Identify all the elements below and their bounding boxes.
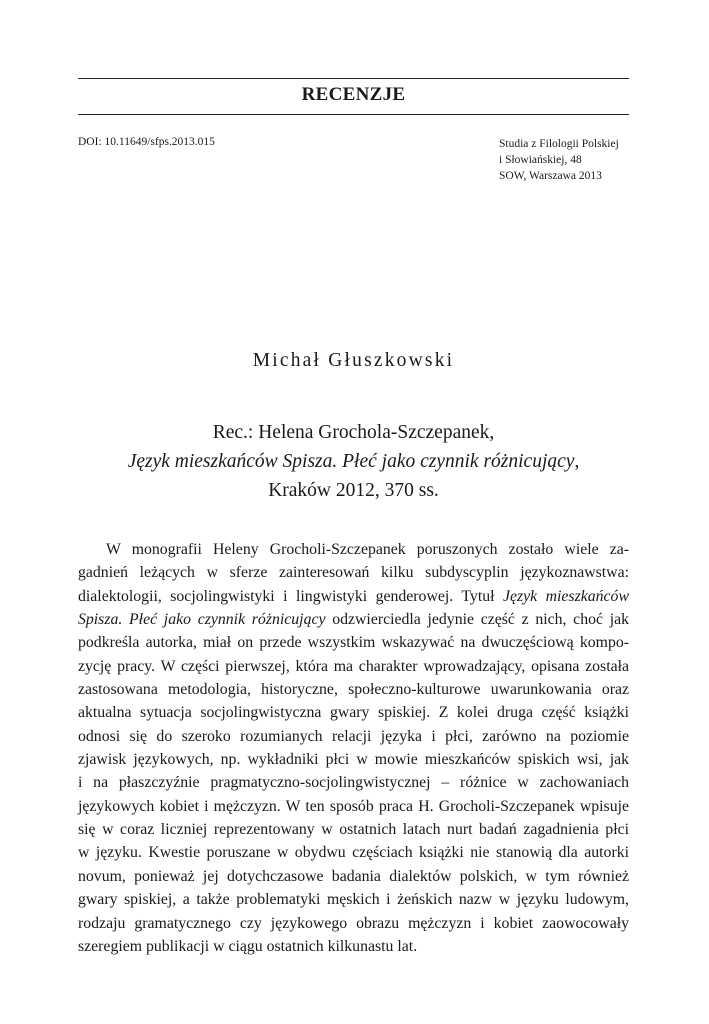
text-segment: językowych kobiet i mężczyzn. W ten sposób praca H. Grocholi-Szczepanek wpisuje bbox=[78, 797, 629, 815]
italic-text: Język mieszkańców bbox=[502, 587, 629, 605]
text-segment: zycję pracy. W części pierwszej, która ma charakter wprowadzający, opisana została bbox=[78, 657, 629, 675]
text-line bbox=[78, 818, 629, 841]
text-line bbox=[78, 771, 629, 794]
text-segment: novum, ponieważ jej dotychczasowe badania dialektów polskich, w tym również bbox=[78, 867, 629, 885]
text-segment: W monografii Heleny Grocholi-Szczepanek poruszonych zostało wiele za- bbox=[106, 541, 629, 558]
text-line bbox=[78, 888, 629, 911]
review-line: Kraków 2012, 370 ss. bbox=[268, 480, 439, 501]
text-segment: zastosowana metodologia, historyczne, społeczno-kulturowe uwarunkowania oraz bbox=[78, 681, 629, 699]
text-segment: odnosi się do szeroko rozumianych relacji języka i płci, zarówno na poziomie bbox=[78, 727, 629, 745]
text-segment: się w coraz liczniej reprezentowany w ostatnich latach nurt badań zagadnienia płci bbox=[78, 821, 629, 839]
text-line bbox=[78, 678, 629, 701]
italic-text: Spisza. Płeć jako czynnik różnicujący bbox=[78, 611, 326, 629]
journal-info bbox=[499, 136, 619, 184]
text-segment: szeregiem publikacji w ciągu ostatnich kilkunastu lat. bbox=[78, 937, 418, 955]
text-line bbox=[78, 725, 629, 748]
review-heading bbox=[78, 418, 629, 505]
text-line bbox=[78, 912, 629, 935]
text-segment: gadnień leżących w sferze zainteresowań kilku subdyscyplin językoznawstwa: bbox=[78, 564, 629, 582]
text-segment: podkreśla autorka, miał on przede wszystkim wskazywać na dwuczęściową kompo- bbox=[78, 634, 629, 652]
text-segment: gwary spiskiej, a także problematyki męskich i żeńskich nazw w języku ludowym, bbox=[78, 891, 629, 909]
text-line bbox=[78, 748, 629, 771]
journal-line: Studia z Filologii Polskiej bbox=[499, 138, 619, 150]
review-line: Rec.: Helena Grochola-Szczepanek, bbox=[212, 422, 495, 443]
book-title-suffix: , bbox=[574, 451, 580, 472]
text-segment: zjawisk językowych, np. wykładniki płci w mowie mieszkańców spiskich wsi, jak bbox=[78, 751, 629, 769]
text-segment: rodzaju gramatycznego czy językowego obrazu mężczyzn i kobiet zaowocowały bbox=[78, 914, 629, 932]
author-name: Michał Głuszkowski bbox=[252, 350, 455, 371]
text-segment: i na płaszczyźnie pragmatyczno-socjolingwistycznej – różnice w zachowaniach bbox=[78, 774, 629, 792]
text-line bbox=[78, 631, 629, 654]
text-line bbox=[78, 935, 629, 958]
bottom-rule bbox=[78, 114, 629, 115]
top-rule bbox=[78, 78, 629, 79]
text-line bbox=[78, 841, 629, 864]
text-line bbox=[78, 795, 629, 818]
text-line bbox=[78, 655, 629, 678]
text-segment: odzwierciedla jedynie część z nich, choć jak bbox=[325, 611, 630, 629]
book-title: Język mieszkańców Spisza. Płeć jako czynnik różnicujący bbox=[127, 451, 575, 472]
text-segment: w języku. Kwestie poruszane w obydwu częściach książki nie stanowią dla autorki bbox=[78, 844, 629, 862]
doi-reference: DOI: 10.11649/sfps.2013.015 bbox=[78, 136, 215, 148]
text-line bbox=[78, 608, 629, 631]
body-paragraph bbox=[78, 538, 629, 958]
text-line bbox=[78, 701, 629, 724]
text-line bbox=[78, 865, 629, 888]
review-line bbox=[78, 447, 629, 476]
text-line bbox=[78, 561, 629, 584]
text-segment: dialektologii, socjolingwistyki i lingwistyki genderowej. Tytuł bbox=[78, 587, 503, 605]
journal-line: SOW, Warszawa 2013 bbox=[499, 170, 602, 182]
text-segment: aktualna sytuacja socjolingwistyczna gwary spiskiej. Z kolei druga część książki bbox=[78, 704, 629, 722]
journal-line: i Słowiańskiej, 48 bbox=[499, 154, 582, 166]
text-line bbox=[78, 585, 629, 608]
text-line bbox=[78, 538, 629, 561]
section-title: RECENZJE bbox=[301, 84, 406, 105]
